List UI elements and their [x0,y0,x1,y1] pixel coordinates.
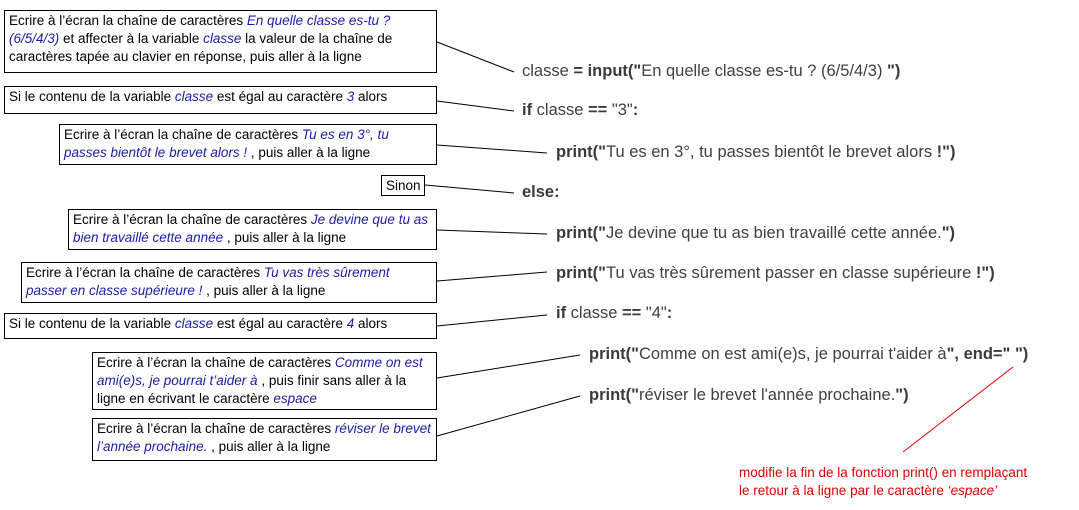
code-keyword: if [522,101,533,119]
connector-line [437,355,580,378]
code-keyword: print(" [589,345,639,363]
box-text: , puis aller à la ligne [223,230,347,245]
code-line-print-travaille [556,224,955,243]
code-keyword: == [588,101,608,119]
annotation-line-1: modifie la fin de la fonction print() en remplaçant [739,465,1028,480]
box-highlight-text: Tu vas très sûrement passer en classe supérieure ! [26,265,390,298]
box-text: , puis aller à la ligne [207,439,331,454]
box-highlight-text: 4 [346,316,355,331]
explanation-box-input [4,10,437,73]
code-keyword: print(" [556,224,606,242]
box-text: , puis aller à la ligne [247,145,371,160]
box-text: alors [354,316,388,331]
box-text: , puis finir sans aller à la ligne en écrivant le caractère [97,373,407,406]
box-highlight-text: Tu es en 3°, tu passes bientôt le brevet alors ! [64,127,389,160]
box-text: Ecrire à l’écran la chaîne de caractères [97,355,335,370]
box-text: alors [354,89,388,104]
code-line-print-reviser [589,386,909,405]
box-highlight-text: espace [273,391,317,406]
code-text: classe [566,304,623,322]
box-text: et affecter à la variable [59,31,204,46]
explanation-box-if-4 [4,313,437,339]
box-text: est égal au caractère [213,316,347,331]
code-keyword: : [666,304,673,322]
explanation-box-else [381,175,425,196]
box-highlight-text: classe [174,316,214,331]
code-text: classe [532,101,589,119]
code-text: classe [522,62,574,80]
annotation-line-2 [739,482,1027,500]
code-line-print-amis [589,345,1028,364]
box-text: , puis aller à la ligne [202,283,326,298]
code-text: Tu es en 3°, tu passes bientôt le brevet alors [605,143,937,161]
annotation-line-2-text: le retour à la ligne par le caractère [739,483,948,498]
connector-line [437,145,547,153]
code-keyword: print(" [556,143,606,161]
code-keyword: print(" [589,386,639,404]
code-line-input [522,62,900,81]
box-highlight-text: Je devine que tu as bien travaillé cette année [73,212,428,245]
code-line-else [522,183,560,202]
box-highlight-text: réviser le brevet l’année prochaine. [97,421,431,454]
code-text: Je devine que tu as bien travaillé cette année. [605,224,942,242]
box-text: Si le contenu de la variable [9,316,175,331]
annotation-line-2-italic: ‘espace’ [947,483,998,498]
code-keyword: !") [975,264,995,282]
explanation-box-print-amis [92,352,437,410]
code-text: Tu vas très sûrement passer en classe supérieure [605,264,976,282]
code-keyword: print(" [556,264,606,282]
connector-line [437,315,547,326]
code-keyword: ") [895,386,909,404]
box-text: Ecrire à l’écran la chaîne de caractères [73,212,311,227]
box-highlight-text: 3 [346,89,355,104]
box-text: Ecrire à l’écran la chaîne de caractères [26,265,264,280]
code-line-if-4 [556,304,672,323]
box-text: Si le contenu de la variable [9,89,175,104]
code-text: Comme on est ami(e)s, je pourrai t'aider à [638,345,947,363]
box-highlight-text: classe [203,31,242,46]
explanation-box-print-reviser [92,418,437,461]
box-highlight-text: En quelle classe es-tu ? (6/5/4/3) [9,13,391,46]
connector-line [437,272,547,281]
code-keyword: ") [887,62,901,80]
box-text: Ecrire à l’écran la chaîne de caractères [97,421,335,436]
connector-line [437,101,514,111]
box-text: la valeur de la chaîne de caractères tapée au clavier en réponse, puis aller à la ligne [9,31,393,64]
box-text: Ecrire à l’écran la chaîne de caractères [64,127,302,142]
code-text: En quelle classe es-tu ? (6/5/4/3) [641,62,888,80]
code-keyword: = input(" [573,62,642,80]
annotation-pointer-line [903,367,1013,452]
connector-line [437,230,547,234]
code-keyword: ", end=" ") [946,345,1029,363]
explanation-box-print-brevet [59,124,437,165]
box-text: est égal au caractère [213,89,347,104]
code-text: "3" [607,101,633,119]
code-text: "4" [641,304,667,322]
box-text: Sinon [386,178,421,193]
connector-line [437,396,580,436]
code-line-print-superieure [556,264,995,283]
code-keyword: == [622,304,642,322]
code-keyword: else: [522,183,560,201]
box-text: Ecrire à l’écran la chaîne de caractères [9,13,247,28]
explanation-box-print-superieure [21,262,437,303]
connector-line [437,42,514,72]
explanation-box-if-3 [4,86,437,114]
code-keyword: !") [936,143,956,161]
explanation-box-print-travaille [68,209,437,250]
code-line-if-3 [522,101,638,120]
box-highlight-text: Comme on est ami(e)s, je pourrai t’aider à [97,355,423,388]
connector-line [425,185,514,193]
code-keyword: ") [941,224,956,242]
code-line-print-brevet [556,143,955,162]
annotation-note [739,464,1027,500]
code-text: réviser le brevet l'année prochaine. [638,386,896,404]
code-keyword: if [556,304,567,322]
code-keyword: : [632,101,639,119]
box-highlight-text: classe [174,89,214,104]
